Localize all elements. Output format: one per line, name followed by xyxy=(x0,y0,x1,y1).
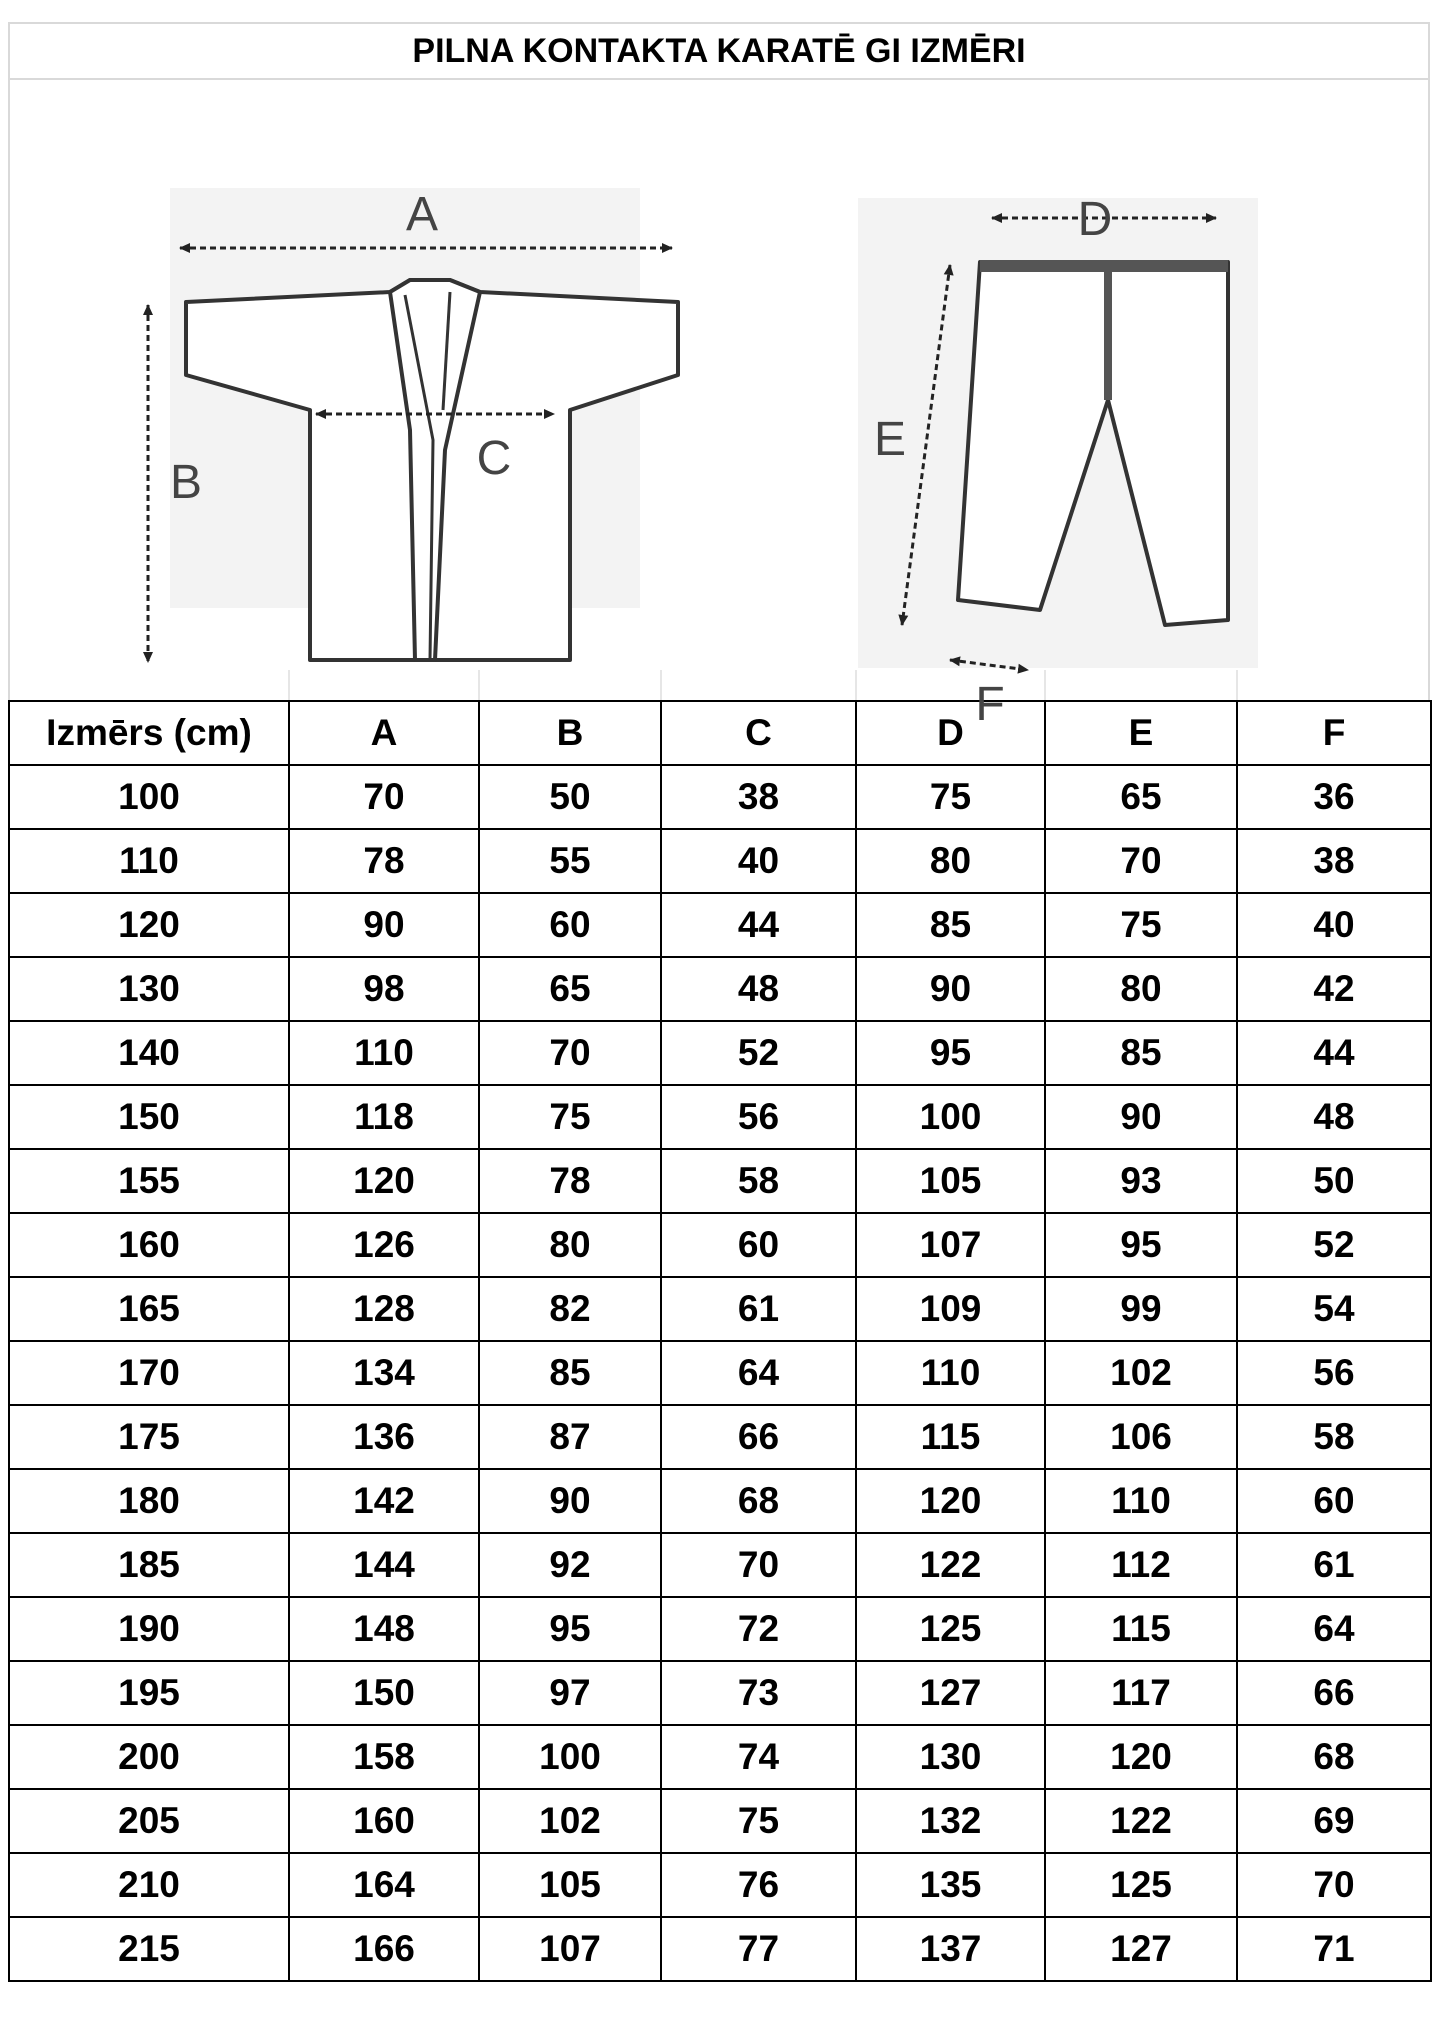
label-c: C xyxy=(476,432,512,485)
cell-c: 60 xyxy=(661,1213,856,1277)
cell-d: 80 xyxy=(856,829,1045,893)
cell-f: 69 xyxy=(1237,1789,1431,1853)
size-table xyxy=(8,700,1432,1982)
cell-size: 210 xyxy=(9,1853,289,1917)
cell-f: 44 xyxy=(1237,1021,1431,1085)
cell-e: 90 xyxy=(1045,1085,1237,1149)
cell-c: 70 xyxy=(661,1533,856,1597)
cell-c: 66 xyxy=(661,1405,856,1469)
cell-e: 110 xyxy=(1045,1469,1237,1533)
cell-c: 56 xyxy=(661,1085,856,1149)
cell-a: 148 xyxy=(289,1597,479,1661)
cell-size: 160 xyxy=(9,1213,289,1277)
cell-size: 190 xyxy=(9,1597,289,1661)
cell-f: 64 xyxy=(1237,1597,1431,1661)
cell-a: 128 xyxy=(289,1277,479,1341)
header-row xyxy=(9,701,1431,765)
cell-b: 75 xyxy=(479,1085,661,1149)
cell-b: 87 xyxy=(479,1405,661,1469)
cell-size: 200 xyxy=(9,1725,289,1789)
table-row xyxy=(9,1533,1431,1597)
cell-a: 144 xyxy=(289,1533,479,1597)
cell-a: 70 xyxy=(289,765,479,829)
cell-c: 48 xyxy=(661,957,856,1021)
cell-size: 165 xyxy=(9,1277,289,1341)
table-row xyxy=(9,1853,1431,1917)
table-row xyxy=(9,1661,1431,1725)
table-row xyxy=(9,1469,1431,1533)
measurement-diagram xyxy=(8,78,1430,731)
table-row xyxy=(9,1213,1431,1277)
size-chart-sheet xyxy=(8,22,1430,1982)
cell-a: 166 xyxy=(289,1917,479,1981)
cell-c: 76 xyxy=(661,1853,856,1917)
table-row xyxy=(9,893,1431,957)
table-row xyxy=(9,1149,1431,1213)
cell-e: 115 xyxy=(1045,1597,1237,1661)
cell-e: 65 xyxy=(1045,765,1237,829)
cell-d: 109 xyxy=(856,1277,1045,1341)
pants-drawing xyxy=(858,193,1258,731)
header-f: F xyxy=(1237,701,1431,765)
table-row xyxy=(9,1341,1431,1405)
table-row xyxy=(9,1021,1431,1085)
cell-d: 105 xyxy=(856,1149,1045,1213)
cell-a: 118 xyxy=(289,1085,479,1149)
cell-b: 90 xyxy=(479,1469,661,1533)
cell-b: 100 xyxy=(479,1725,661,1789)
cell-d: 122 xyxy=(856,1533,1045,1597)
cell-b: 65 xyxy=(479,957,661,1021)
cell-c: 74 xyxy=(661,1725,856,1789)
spacer-row xyxy=(8,670,1430,700)
cell-c: 40 xyxy=(661,829,856,893)
cell-e: 127 xyxy=(1045,1917,1237,1981)
cell-size: 180 xyxy=(9,1469,289,1533)
label-e: E xyxy=(873,413,907,466)
cell-f: 60 xyxy=(1237,1469,1431,1533)
cell-a: 164 xyxy=(289,1853,479,1917)
cell-d: 132 xyxy=(856,1789,1045,1853)
cell-e: 99 xyxy=(1045,1277,1237,1341)
cell-a: 158 xyxy=(289,1725,479,1789)
cell-b: 60 xyxy=(479,893,661,957)
cell-a: 160 xyxy=(289,1789,479,1853)
cell-size: 170 xyxy=(9,1341,289,1405)
cell-d: 85 xyxy=(856,893,1045,957)
cell-size: 100 xyxy=(9,765,289,829)
cell-a: 126 xyxy=(289,1213,479,1277)
label-a: A xyxy=(405,188,439,241)
cell-size: 215 xyxy=(9,1917,289,1981)
cell-c: 73 xyxy=(661,1661,856,1725)
cell-b: 97 xyxy=(479,1661,661,1725)
table-body xyxy=(9,765,1431,1981)
cell-a: 90 xyxy=(289,893,479,957)
cell-size: 110 xyxy=(9,829,289,893)
cell-e: 106 xyxy=(1045,1405,1237,1469)
cell-d: 135 xyxy=(856,1853,1045,1917)
cell-b: 50 xyxy=(479,765,661,829)
cell-d: 137 xyxy=(856,1917,1045,1981)
cell-b: 82 xyxy=(479,1277,661,1341)
table-row xyxy=(9,1405,1431,1469)
cell-c: 75 xyxy=(661,1789,856,1853)
cell-f: 58 xyxy=(1237,1405,1431,1469)
cell-f: 36 xyxy=(1237,765,1431,829)
cell-size: 195 xyxy=(9,1661,289,1725)
cell-b: 85 xyxy=(479,1341,661,1405)
cell-e: 120 xyxy=(1045,1725,1237,1789)
cell-size: 140 xyxy=(9,1021,289,1085)
cell-a: 134 xyxy=(289,1341,479,1405)
cell-e: 122 xyxy=(1045,1789,1237,1853)
cell-size: 175 xyxy=(9,1405,289,1469)
cell-c: 68 xyxy=(661,1469,856,1533)
table-row xyxy=(9,1725,1431,1789)
cell-size: 155 xyxy=(9,1149,289,1213)
cell-a: 120 xyxy=(289,1149,479,1213)
cell-d: 75 xyxy=(856,765,1045,829)
cell-d: 127 xyxy=(856,1661,1045,1725)
cell-f: 54 xyxy=(1237,1277,1431,1341)
table-row xyxy=(9,957,1431,1021)
table-row xyxy=(9,1917,1431,1981)
header-e: E xyxy=(1045,701,1237,765)
cell-b: 55 xyxy=(479,829,661,893)
cell-e: 125 xyxy=(1045,1853,1237,1917)
cell-d: 90 xyxy=(856,957,1045,1021)
cell-b: 105 xyxy=(479,1853,661,1917)
cell-e: 75 xyxy=(1045,893,1237,957)
table-row xyxy=(9,765,1431,829)
header-d: D xyxy=(856,701,1045,765)
label-f: F xyxy=(975,678,1005,731)
cell-f: 70 xyxy=(1237,1853,1431,1917)
cell-b: 80 xyxy=(479,1213,661,1277)
cell-e: 117 xyxy=(1045,1661,1237,1725)
header-c: C xyxy=(661,701,856,765)
cell-f: 50 xyxy=(1237,1149,1431,1213)
cell-f: 71 xyxy=(1237,1917,1431,1981)
cell-f: 68 xyxy=(1237,1725,1431,1789)
cell-e: 93 xyxy=(1045,1149,1237,1213)
cell-d: 120 xyxy=(856,1469,1045,1533)
cell-d: 110 xyxy=(856,1341,1045,1405)
cell-b: 70 xyxy=(479,1021,661,1085)
cell-e: 102 xyxy=(1045,1341,1237,1405)
cell-f: 48 xyxy=(1237,1085,1431,1149)
cell-b: 78 xyxy=(479,1149,661,1213)
cell-b: 92 xyxy=(479,1533,661,1597)
cell-b: 102 xyxy=(479,1789,661,1853)
label-b: B xyxy=(169,456,203,509)
table-row xyxy=(9,1277,1431,1341)
cell-f: 56 xyxy=(1237,1341,1431,1405)
jacket-drawing xyxy=(148,188,678,662)
cell-size: 120 xyxy=(9,893,289,957)
label-d: D xyxy=(1077,193,1113,246)
cell-c: 38 xyxy=(661,765,856,829)
cell-f: 42 xyxy=(1237,957,1431,1021)
cell-e: 70 xyxy=(1045,829,1237,893)
header-b: B xyxy=(479,701,661,765)
table-row xyxy=(9,1085,1431,1149)
cell-d: 107 xyxy=(856,1213,1045,1277)
cell-c: 72 xyxy=(661,1597,856,1661)
cell-f: 52 xyxy=(1237,1213,1431,1277)
cell-size: 185 xyxy=(9,1533,289,1597)
cell-a: 150 xyxy=(289,1661,479,1725)
cell-d: 95 xyxy=(856,1021,1045,1085)
cell-size: 130 xyxy=(9,957,289,1021)
cell-f: 40 xyxy=(1237,893,1431,957)
cell-c: 61 xyxy=(661,1277,856,1341)
cell-f: 66 xyxy=(1237,1661,1431,1725)
cell-c: 64 xyxy=(661,1341,856,1405)
cell-b: 95 xyxy=(479,1597,661,1661)
cell-f: 61 xyxy=(1237,1533,1431,1597)
cell-e: 95 xyxy=(1045,1213,1237,1277)
header-a: A xyxy=(289,701,479,765)
cell-a: 98 xyxy=(289,957,479,1021)
cell-a: 136 xyxy=(289,1405,479,1469)
cell-e: 85 xyxy=(1045,1021,1237,1085)
cell-c: 77 xyxy=(661,1917,856,1981)
cell-size: 150 xyxy=(9,1085,289,1149)
cell-d: 125 xyxy=(856,1597,1045,1661)
cell-d: 100 xyxy=(856,1085,1045,1149)
cell-size: 205 xyxy=(9,1789,289,1853)
cell-c: 52 xyxy=(661,1021,856,1085)
cell-c: 44 xyxy=(661,893,856,957)
cell-d: 130 xyxy=(856,1725,1045,1789)
cell-a: 110 xyxy=(289,1021,479,1085)
cell-b: 107 xyxy=(479,1917,661,1981)
cell-a: 78 xyxy=(289,829,479,893)
cell-c: 58 xyxy=(661,1149,856,1213)
cell-e: 112 xyxy=(1045,1533,1237,1597)
cell-a: 142 xyxy=(289,1469,479,1533)
cell-f: 38 xyxy=(1237,829,1431,893)
table-row xyxy=(9,1597,1431,1661)
header-size: Izmērs (cm) xyxy=(9,701,289,765)
diagram-svg xyxy=(10,80,1428,731)
cell-d: 115 xyxy=(856,1405,1045,1469)
page-title: PILNA KONTAKTA KARATĒ GI IZMĒRI xyxy=(8,22,1430,78)
table-row xyxy=(9,1789,1431,1853)
cell-e: 80 xyxy=(1045,957,1237,1021)
table-row xyxy=(9,829,1431,893)
